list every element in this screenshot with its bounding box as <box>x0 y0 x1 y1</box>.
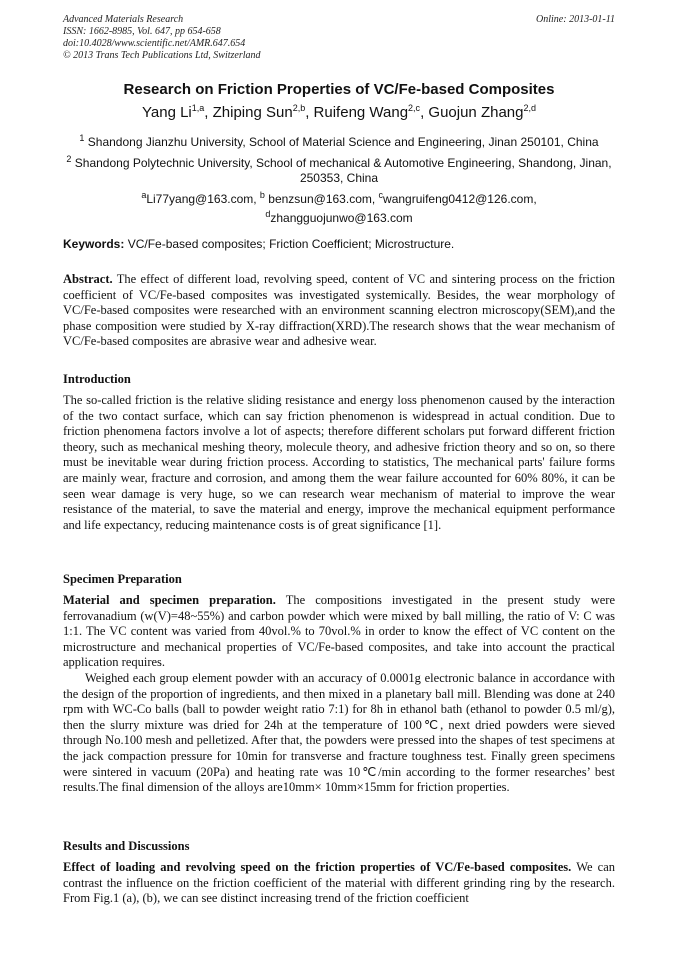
keywords-label: Keywords: <box>63 237 125 251</box>
author-affil-mark: 2,c <box>408 103 421 113</box>
online-date: Online: 2013-01-11 <box>536 14 615 25</box>
section-heading-specimen: Specimen Preparation <box>63 572 182 586</box>
introduction-paragraph: The so-called friction is the relative sliding resistance and energy loss phenomenon caused by the interaction of the two contact surface, which can say friction phenomenon is widespread in actual condition. Due to friction phenomena factors involve a lot of aspects; therefore different scholars put forward different friction theory, such as mechanical meshing theory, molecule theory, and adhesive friction theory and so on, so there must be inevitable wear during friction process. According to statistics, The mechanical parts' failure forms are mainly wear, fracture and corrosion, and among them the wear failure accounted for 60% 80%, it can be seen wear damage is very huge, so we can research wear mechanism of material to improve the wear resistance of the material, to save the material and energy, improve the mechanical equipment performance and life expectancy, reducing maintenance costs is of great significance [1]. <box>63 393 615 532</box>
specimen-paragraph-1 <box>63 593 615 671</box>
author-affil-mark: 2,d <box>523 103 536 113</box>
specimen-paragraph-2: Weighed each group element powder with an accuracy of 0.0001g electronic balance in accordance with the design of the proportion of ingredients, and then mixed in a planetary ball mill. Blending was done at 240 rpm with WC-Co balls (ball to powder weight ratio 7:1) for 8h in ethanol bath (ethanol to powder 0.5 ml/g), then the slurry mixture was dried for 24h at the temperature of 100℃, next dried powders were sieved through No.100 mesh and pelletized. After that, the powders were pressed into the shapes of test specimens at the jack compaction pressure for 10min for transverse and fracture toughness test. Finally green specimens were sintered in vacuum (20Pa) and heating rate was 10℃/min according to the former researches’ best results.The final dimension of the alloys are10mm× 10mm×15mm for friction properties. <box>63 671 615 795</box>
email-c: wangruifeng0412@126.com, <box>383 192 537 206</box>
paragraph-run-in-heading: Effect of loading and revolving speed on the friction properties of VC/Fe-based composites. <box>63 860 572 874</box>
journal-header <box>63 14 261 62</box>
author-affil-mark: 2,b <box>292 103 306 113</box>
email-d: zhangguojunwo@163.com <box>270 211 413 225</box>
abstract-text: The effect of different load, revolving speed, content of VC and sintering process on the friction coefficient of VC/Fe-based composites was investigated systemically. Besides, the wear morphology of VC/Fe-based composites were researched with an environment scanning electron microscopy(SEM),and the phase composition were studied by X-ray diffraction(XRD).The research shows that the wear mechanism of VC/Fe-based composites are abrasive wear and adhesive wear. <box>63 272 615 349</box>
results-paragraph-1 <box>63 860 615 907</box>
affiliation-2 <box>63 152 615 186</box>
affiliation-mark: 2 <box>66 154 72 164</box>
affiliation-text: Shandong Polytechnic University, School of mechanical & Automotive Engineering, Shandong, Jinan, 250353, China <box>74 156 612 185</box>
section-heading-results: Results and Discussions <box>63 839 190 853</box>
journal-name: Advanced Materials Research <box>63 14 184 25</box>
copyright-line: © 2013 Trans Tech Publications Ltd, Switzerland <box>63 50 261 61</box>
affiliation-1 <box>63 131 615 150</box>
email-b: benzsun@163.com, <box>268 192 376 206</box>
author-name: Zhiping Sun <box>212 104 293 121</box>
issn-line: ISSN: 1662-8985, Vol. 647, pp 654-658 <box>63 26 221 37</box>
author-name: Guojun Zhang <box>428 104 524 121</box>
paragraph-text: The compositions investigated in the present study were ferrovanadium (w(V)=48~55%) and carbon powder which were mixed by ball milling, the ratio of V: C was 1:1. The VC content was varied from 40vol.% to 70vol.% in order to know the effect of VC content on the microstructure and mechanical properties of VC/Fe-based composites, and take into account the practical application requires. <box>63 593 616 670</box>
author-list: Yang Li$^{1,a}$, Zhiping Sun$^{2,b}$, Ruifeng Wang$^{2,c}$, Guojun Zhang$^{2,d}$ <box>142 103 536 121</box>
keywords-text: VC/Fe-based composites; Friction Coefficient; Microstructure. <box>127 237 455 251</box>
author-name: Ruifeng Wang <box>313 104 409 121</box>
paragraph-run-in-heading: Material and specimen preparation. <box>63 593 276 607</box>
abstract <box>63 272 615 350</box>
email-a: Li77yang@163.com, <box>146 192 257 206</box>
affiliation-text: Shandong Jianzhu University, School of Material Science and Engineering, Jinan 250101, China <box>87 135 599 149</box>
doi-line: doi:10.4028/www.scientific.net/AMR.647.654 <box>63 38 246 49</box>
author-affil-mark: 1,a <box>191 103 205 113</box>
abstract-label: Abstract. <box>63 272 113 286</box>
paper-title: Research on Friction Properties of VC/Fe-based Composites <box>123 81 555 98</box>
keywords <box>63 237 615 251</box>
affiliation-mark: 1 <box>79 133 85 143</box>
paragraph-text: We can contrast the influence on the friction coefficient of the material with different grinding ring by the research. From Fig.1 (a), (b), we can see distinct increasing trend of the friction coefficient <box>63 860 615 906</box>
section-heading-introduction: Introduction <box>63 372 131 386</box>
author-name: Yang Li <box>142 104 192 121</box>
author-emails: $^a$Li77yang@163.com, $^b$ benzsun@163.com, $^c$wangruifeng0412@126.com, $^d$zhangguojunwo@163.com <box>141 190 537 225</box>
